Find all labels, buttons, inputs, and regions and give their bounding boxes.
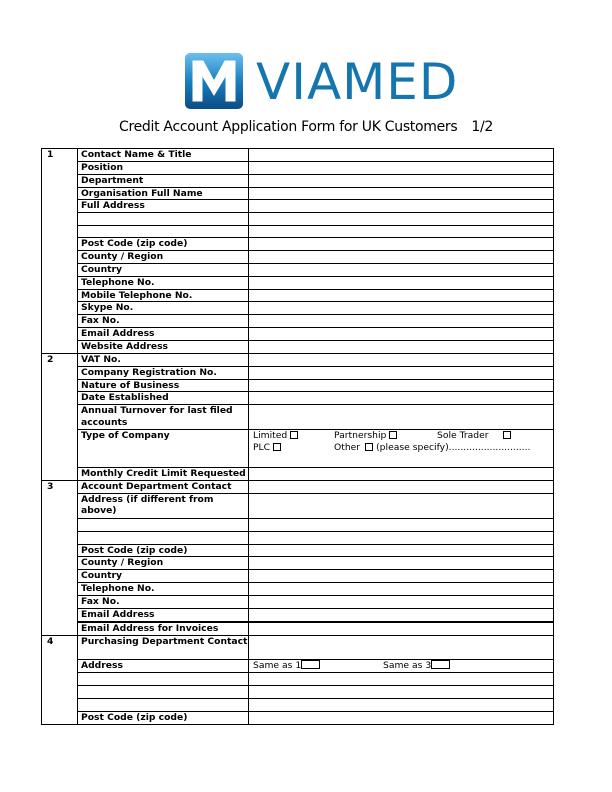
- field-label: Email Address for Invoices: [78, 622, 249, 636]
- table-row: [42, 379, 554, 392]
- field-label: Fax No.: [78, 595, 249, 608]
- nature-of-business-field[interactable]: [249, 379, 554, 392]
- option-label: Limited: [253, 430, 288, 442]
- option-label: Partnership: [334, 430, 387, 442]
- table-row: [42, 226, 554, 238]
- table-row: [42, 405, 554, 430]
- email-field[interactable]: [249, 327, 554, 340]
- telephone-field[interactable]: [249, 276, 554, 289]
- country-field[interactable]: [249, 570, 554, 583]
- field-label: Website Address: [78, 340, 249, 353]
- field-label: Address: [78, 660, 249, 673]
- other-specify-text: (please specify)............................: [376, 442, 531, 454]
- field-label: [78, 686, 249, 699]
- table-row: [42, 174, 554, 187]
- field-label: Position: [78, 162, 249, 175]
- section-number: 2: [42, 353, 78, 480]
- fax-field[interactable]: [249, 595, 554, 608]
- option-label: Same as 1: [253, 660, 302, 672]
- account-contact-field[interactable]: [249, 480, 554, 493]
- account-address-field[interactable]: [249, 493, 554, 518]
- field-label: Skype No.: [78, 302, 249, 315]
- field-label: Address (if different from above): [78, 493, 249, 518]
- field-label: VAT No.: [78, 353, 249, 366]
- position-field[interactable]: [249, 162, 554, 175]
- field-label: [78, 699, 249, 712]
- field-label: [78, 673, 249, 686]
- table-row: [42, 263, 554, 276]
- table-row: [42, 315, 554, 328]
- field-label: County / Region: [78, 557, 249, 570]
- country-field[interactable]: [249, 263, 554, 276]
- field-label: Date Established: [78, 392, 249, 405]
- table-row: [42, 430, 554, 468]
- field-label: Type of Company: [78, 430, 249, 468]
- option-label: PLC: [253, 442, 271, 454]
- address-line-field[interactable]: [249, 531, 554, 544]
- table-row: [42, 608, 554, 621]
- field-label: Full Address: [78, 200, 249, 213]
- email-field[interactable]: [249, 608, 554, 621]
- plc-option[interactable]: [253, 442, 281, 454]
- post-code-field[interactable]: [249, 544, 554, 557]
- table-row: [42, 353, 554, 366]
- post-code-field[interactable]: [249, 712, 554, 725]
- address-line-field[interactable]: [249, 213, 554, 226]
- section-number: 1: [42, 149, 78, 354]
- address-line-field[interactable]: [249, 518, 554, 531]
- field-label: Email Address: [78, 327, 249, 340]
- address-line-field[interactable]: [249, 226, 554, 238]
- section-number: 4: [42, 636, 78, 725]
- table-row: [42, 480, 554, 493]
- address-line-field[interactable]: [249, 673, 554, 686]
- table-row: [42, 327, 554, 340]
- other-checkbox[interactable]: [365, 443, 373, 451]
- table-row: [42, 660, 554, 673]
- form-title-text: Credit Account Application Form for UK Customers: [118, 119, 458, 135]
- full-address-field[interactable]: [249, 200, 554, 213]
- sole-trader-checkbox[interactable]: [503, 431, 511, 439]
- fax-field[interactable]: [249, 315, 554, 328]
- skype-field[interactable]: [249, 302, 554, 315]
- table-row: [42, 392, 554, 405]
- table-row: [42, 570, 554, 583]
- table-row: [42, 595, 554, 608]
- table-row: [42, 712, 554, 725]
- brand-name: VIAMED: [256, 53, 459, 111]
- company-registration-field[interactable]: [249, 366, 554, 379]
- table-row: [42, 582, 554, 595]
- field-label: Contact Name & Title: [78, 149, 249, 162]
- same-as-1-option[interactable]: [253, 660, 320, 672]
- organisation-name-field[interactable]: [249, 187, 554, 200]
- field-label: Mobile Telephone No.: [78, 289, 249, 302]
- vat-field[interactable]: [249, 353, 554, 366]
- field-label: Annual Turnover for last filed accounts: [78, 405, 249, 430]
- county-field[interactable]: [249, 557, 554, 570]
- invoice-email-field[interactable]: [249, 622, 554, 636]
- page-number: 1/2: [471, 119, 494, 135]
- field-label: Country: [78, 570, 249, 583]
- field-label: Purchasing Department Contact: [78, 636, 249, 660]
- table-row: [42, 276, 554, 289]
- field-label: Fax No.: [78, 315, 249, 328]
- table-row: [42, 518, 554, 531]
- post-code-field[interactable]: [249, 238, 554, 251]
- field-label: Post Code (zip code): [78, 238, 249, 251]
- table-row: [42, 213, 554, 226]
- address-line-field[interactable]: [249, 699, 554, 712]
- partnership-option[interactable]: [334, 430, 397, 442]
- field-label: [78, 226, 249, 238]
- field-label: Telephone No.: [78, 276, 249, 289]
- address-line-field[interactable]: [249, 686, 554, 699]
- viamed-m-logo-icon: [185, 53, 243, 109]
- section-number: 3: [42, 480, 78, 635]
- limited-option[interactable]: [253, 430, 298, 442]
- annual-turnover-field[interactable]: [249, 405, 554, 430]
- same-as-1-checkbox[interactable]: [301, 660, 320, 669]
- option-label: Same as 3: [383, 660, 432, 672]
- table-row: [42, 622, 554, 636]
- plc-checkbox[interactable]: [273, 443, 281, 451]
- table-row: [42, 531, 554, 544]
- field-label: County / Region: [78, 251, 249, 264]
- table-row: [42, 557, 554, 570]
- telephone-field[interactable]: [249, 582, 554, 595]
- table-row: [42, 493, 554, 518]
- table-row: [42, 187, 554, 200]
- field-label: Telephone No.: [78, 582, 249, 595]
- table-row: [42, 302, 554, 315]
- department-field[interactable]: [249, 174, 554, 187]
- website-field[interactable]: [249, 340, 554, 353]
- county-field[interactable]: [249, 251, 554, 264]
- viamed-logo: [185, 53, 465, 111]
- table-row: [42, 636, 554, 660]
- field-label: [78, 531, 249, 544]
- same-as-3-option[interactable]: [383, 660, 450, 672]
- contact-name-field[interactable]: [249, 149, 554, 162]
- table-row: [42, 289, 554, 302]
- table-row: [42, 238, 554, 251]
- partnership-checkbox[interactable]: [389, 431, 397, 439]
- field-label: Monthly Credit Limit Requested: [78, 468, 249, 481]
- same-as-3-checkbox[interactable]: [431, 660, 450, 669]
- field-label: Country: [78, 263, 249, 276]
- table-row: [42, 162, 554, 175]
- limited-checkbox[interactable]: [290, 431, 298, 439]
- mobile-field[interactable]: [249, 289, 554, 302]
- table-row: [42, 468, 554, 481]
- purchasing-address-field[interactable]: [249, 660, 554, 673]
- field-label: Company Registration No.: [78, 366, 249, 379]
- table-row: [42, 340, 554, 353]
- field-label: Nature of Business: [78, 379, 249, 392]
- application-form-table: [41, 148, 554, 725]
- other-option[interactable]: [334, 442, 530, 454]
- option-label: Sole Trader: [437, 430, 489, 442]
- table-row: [42, 686, 554, 699]
- field-label: Post Code (zip code): [78, 544, 249, 557]
- type-of-company-options: [249, 430, 554, 468]
- option-label: Other: [334, 442, 361, 454]
- form-title: [0, 119, 612, 135]
- field-label: [78, 213, 249, 226]
- table-row: [42, 544, 554, 557]
- table-row: [42, 673, 554, 686]
- table-row: [42, 699, 554, 712]
- field-label: Department: [78, 174, 249, 187]
- table-row: [42, 366, 554, 379]
- purchasing-contact-field[interactable]: [249, 636, 554, 660]
- field-label: Post Code (zip code): [78, 712, 249, 725]
- credit-limit-field[interactable]: [249, 468, 554, 481]
- field-label: [78, 518, 249, 531]
- field-label: Organisation Full Name: [78, 187, 249, 200]
- field-label: Email Address: [78, 608, 249, 621]
- table-row: [42, 200, 554, 213]
- date-established-field[interactable]: [249, 392, 554, 405]
- table-row: [42, 149, 554, 162]
- sole-trader-option[interactable]: [437, 430, 511, 442]
- field-label: Account Department Contact: [78, 480, 249, 493]
- table-row: [42, 251, 554, 264]
